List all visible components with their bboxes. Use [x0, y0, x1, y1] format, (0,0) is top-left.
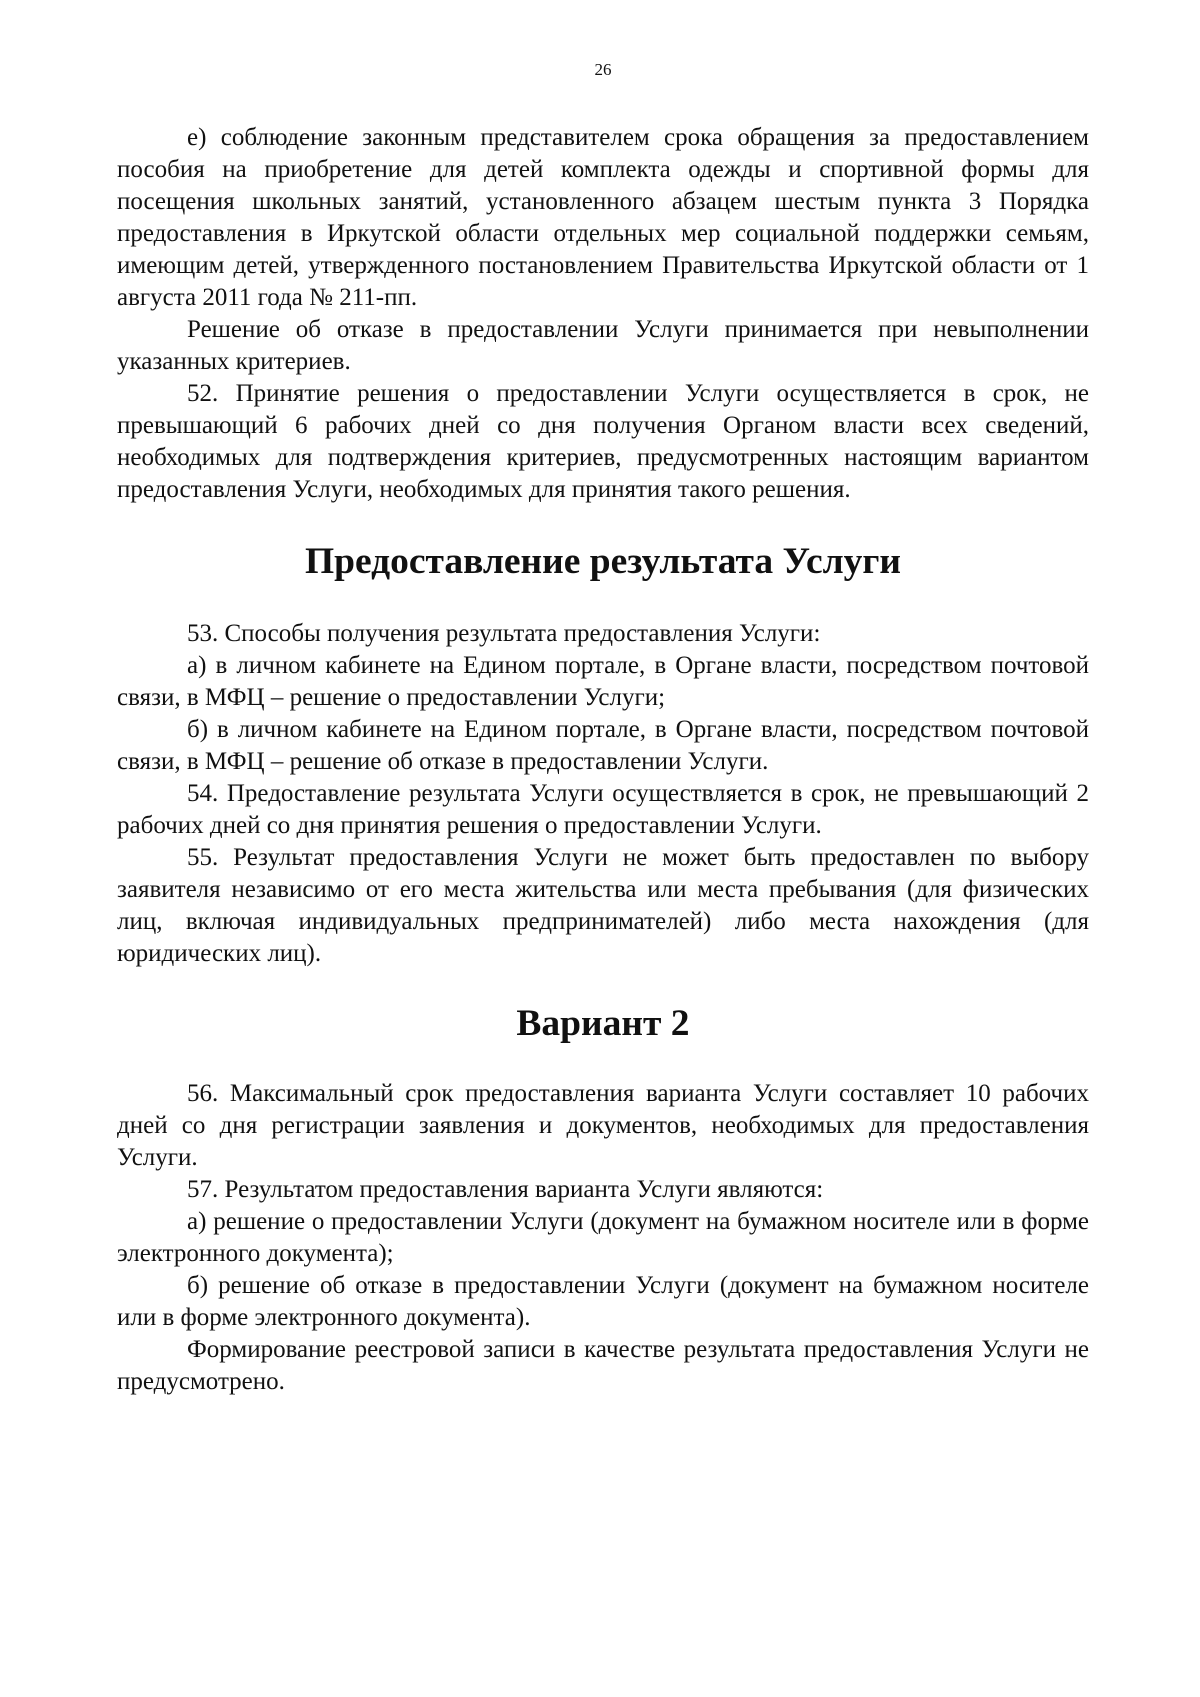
- paragraph-criterion-e: е) соблюдение законным представителем срока обращения за предоставлением пособия на приобретение для детей комплекта одежды и спортивной формы для посещения школьных занятий, установленного абзацем шестым пункта 3 Порядка предоставления в Иркутской области отдельных мер социальной поддержки семьям, имеющим детей, утвержденного постановлением Правительства Иркутской области от 1 августа 2011 года № 211-пп.: [117, 124, 1089, 311]
- section-heading-result: Предоставление результата Услуги: [304, 541, 902, 582]
- paragraph-57-b: б) решение об отказе в предоставлении Услуги (документ на бумажном носителе или в форме электронного документа).: [117, 1272, 1089, 1331]
- paragraph-56: 56. Максимальный срок предоставления варианта Услуги составляет 10 рабочих дней со дня регистрации заявления и документов, необходимых для предоставления Услуги.: [117, 1080, 1089, 1171]
- paragraph-52: 52. Принятие решения о предоставлении Услуги осуществляется в срок, не превышающий 6 рабочих дней со дня получения Органом власти всех сведений, необходимых для подтверждения критериев, предусмотренных настоящим вариантом предоставления Услуги, необходимых для принятия такого решения.: [117, 380, 1089, 503]
- paragraph-registry-record: Формирование реестровой записи в качестве результата предоставления Услуги не предусмотрено.: [117, 1336, 1089, 1395]
- paragraph-57-a: а) решение о предоставлении Услуги (документ на бумажном носителе или в форме электронного документа);: [117, 1208, 1089, 1267]
- section-heading-variant-2: Вариант 2: [516, 1003, 690, 1044]
- page-number: 26: [594, 60, 612, 79]
- paragraph-53-b: б) в личном кабинете на Едином портале, в Органе власти, посредством почтовой связи, в МФЦ – решение об отказе в предоставлении Услуги.: [117, 716, 1089, 775]
- document-page: [117, 60, 1089, 1398]
- paragraph-53: 53. Способы получения результата предоставления Услуги:: [187, 620, 821, 647]
- paragraph-57: 57. Результатом предоставления варианта Услуги являются:: [187, 1176, 824, 1203]
- paragraph-55: 55. Результат предоставления Услуги не может быть предоставлен по выбору заявителя независимо от его места жительства или места пребывания (для физических лиц, включая индивидуальных предпринимателей) либо места нахождения (для юридических лиц).: [117, 844, 1089, 967]
- paragraph-refusal-decision: Решение об отказе в предоставлении Услуги принимается при невыполнении указанных критериев.: [117, 316, 1089, 375]
- paragraph-53-a: а) в личном кабинете на Едином портале, в Органе власти, посредством почтовой связи, в МФЦ – решение о предоставлении Услуги;: [117, 652, 1089, 711]
- paragraph-54: 54. Предоставление результата Услуги осуществляется в срок, не превышающий 2 рабочих дней со дня принятия решения о предоставлении Услуги.: [117, 780, 1089, 839]
